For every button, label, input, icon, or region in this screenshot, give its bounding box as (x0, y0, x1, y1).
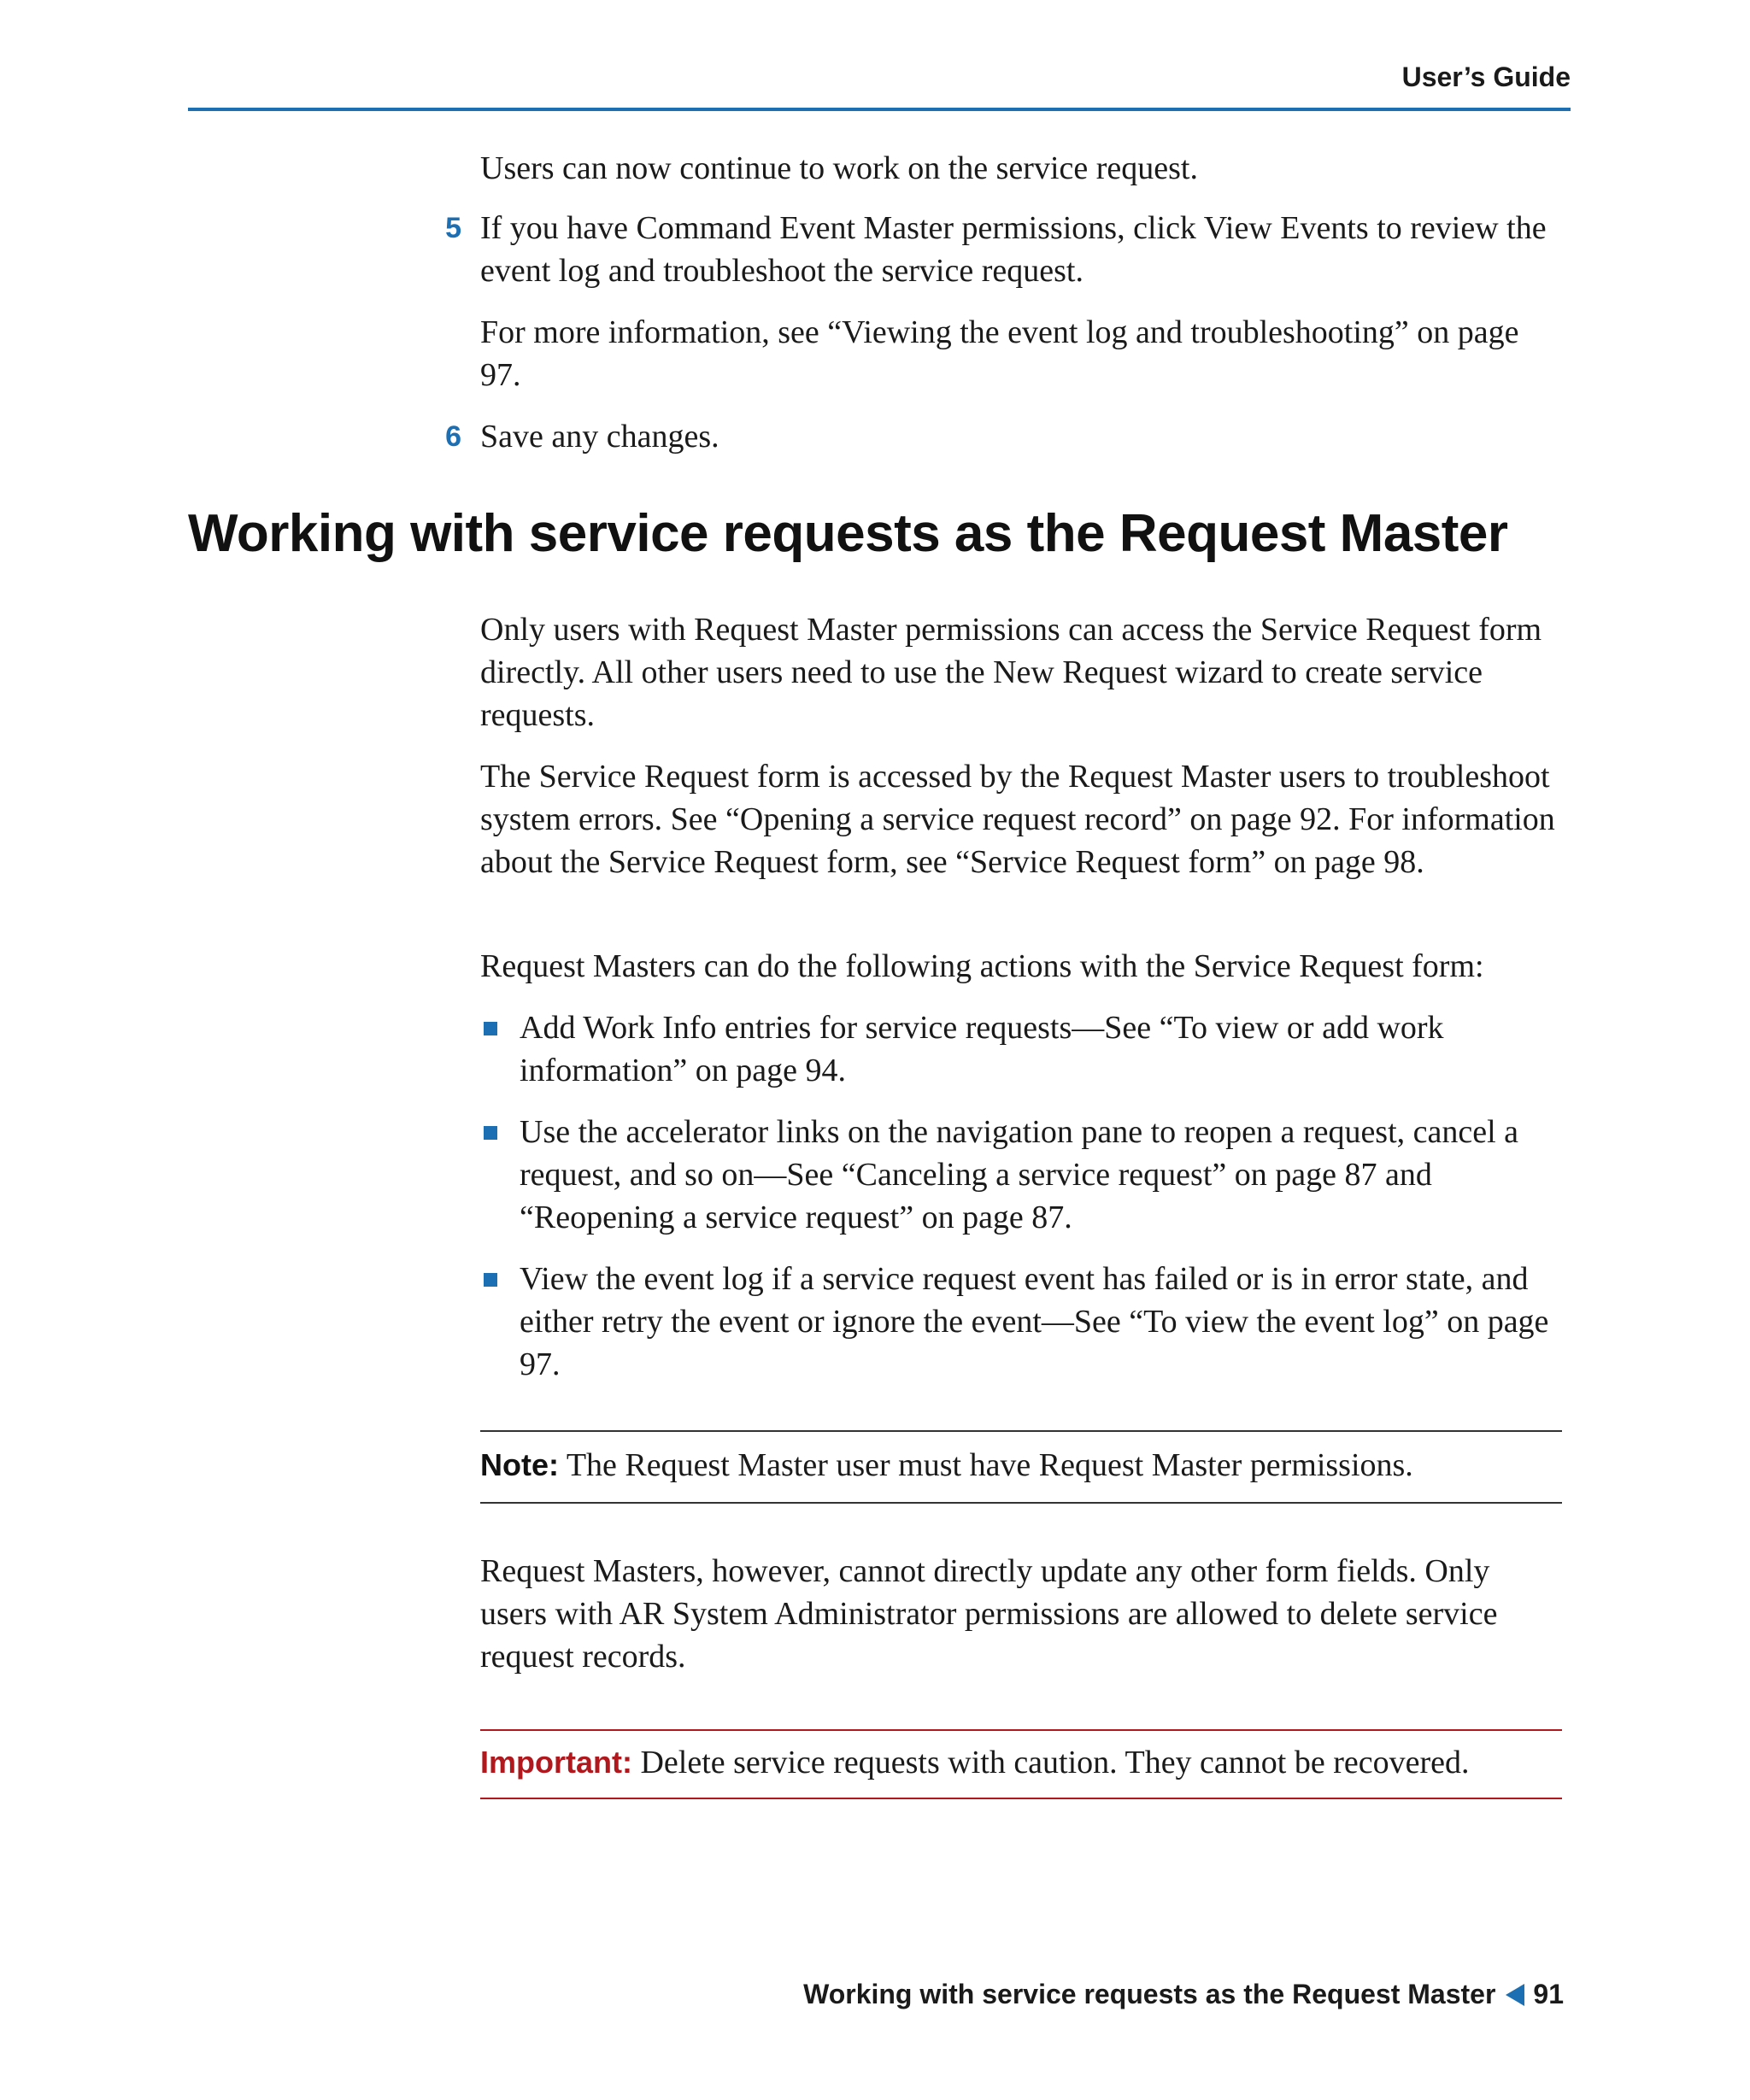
continue-text: Users can now continue to work on the service request. (480, 150, 1198, 186)
note-text: The Request Master user must have Request Master permissions. (566, 1447, 1413, 1483)
important-rule-bottom (480, 1798, 1562, 1799)
more-info-text: For more information, see “Viewing the event log and troubleshooting” on page 97. (480, 314, 1519, 393)
bullet-text: Use the accelerator links on the navigation pane to reopen a request, cancel a request, and so on—See “Canceling a service request” on page 87 and “Reopening a service request” on page 87. (520, 1114, 1519, 1235)
running-header-title: User’s Guide (1401, 62, 1571, 92)
bullet-square-icon (484, 1273, 497, 1287)
section-title: Working with service requests as the Request Master (188, 504, 1508, 563)
section-paragraph-2 (480, 755, 1564, 883)
step-5-note (480, 311, 1564, 396)
important-content (480, 1741, 1470, 1784)
step-text: If you have Command Event Master permissions, click View Events to review the event log and troubleshoot the service request. (480, 210, 1547, 289)
step-number: 6 (445, 420, 461, 453)
bullet-text: Add Work Info entries for service requests—See “To view or add work information” on page 94. (520, 1010, 1444, 1088)
bullet-text: View the event log if a service request event has failed or is in error state, and either retry the event or ignore the event—See “To view the event log” on page 97. (520, 1261, 1549, 1382)
paragraph-text: Only users with Request Master permissions can access the Service Request form directly. All other users need to use the New Request wizard to create service requests. (480, 612, 1542, 733)
note-rule-top (480, 1430, 1562, 1432)
note-label: Note: (480, 1447, 559, 1482)
paragraph-text: Request Masters, however, cannot directly update any other form fields. Only users with AR System Administrator permissions are allowed to delete service request records. (480, 1553, 1498, 1675)
after-note-paragraph (480, 1550, 1564, 1678)
important-label: Important: (480, 1745, 632, 1780)
triangle-left-icon (1506, 1984, 1524, 2006)
note-rule-bottom (480, 1502, 1562, 1504)
note-content (480, 1444, 1413, 1487)
paragraph-text: Request Masters can do the following actions with the Service Request form: (480, 948, 1484, 984)
page-number: 91 (1533, 1979, 1564, 2009)
header-rule (188, 108, 1571, 111)
section-paragraph-1 (480, 608, 1564, 736)
important-text: Delete service requests with caution. They cannot be recovered. (640, 1745, 1470, 1780)
paragraph-text: The Service Request form is accessed by the Request Master users to troubleshoot system errors. See “Opening a service request record” on page 92. For information about the Service Request form, see “Service Request form” on page 98. (480, 759, 1555, 880)
section-paragraph-3 (480, 945, 1564, 988)
footer-section-title: Working with service requests as the Request Master (803, 1979, 1496, 2009)
important-rule-top (480, 1729, 1562, 1731)
page-footer (803, 1975, 1564, 2013)
bullet-square-icon (484, 1126, 497, 1140)
step-number: 5 (445, 212, 461, 244)
bullet-square-icon (484, 1022, 497, 1035)
intro-paragraph (480, 147, 1564, 190)
important-callout (480, 1729, 1562, 1801)
step-text: Save any changes. (480, 419, 719, 455)
note-callout (480, 1430, 1562, 1505)
